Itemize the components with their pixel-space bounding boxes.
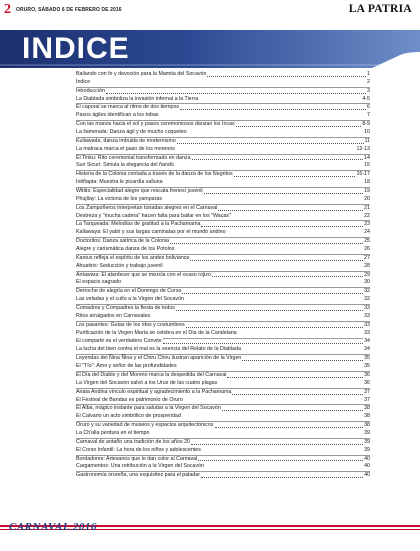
toc-entry-title: La Tarqueada: Melodías de gratitud a la Pachamama: [76, 221, 201, 228]
toc-entry-page: 23: [364, 221, 370, 228]
dot-leader: [192, 159, 364, 160]
toc-entry: [76, 447, 370, 456]
toc-entry-title: Leyendas del Ñina Ñina y el Chiru Chiru ilustran aparición de la Virgen: [76, 355, 242, 362]
toc-entry-title: Los pasantes: Guías de los ritos y costumbres: [76, 321, 185, 328]
toc-entry: [76, 372, 370, 380]
dot-leader: [177, 143, 364, 144]
toc-entry-title: La Ch'alla perdura en el tiempo: [76, 429, 150, 436]
toc-entry-page: 12-13: [356, 145, 370, 152]
toc-entry-title: Con las manos hacia el sol y pasos ceremoniosos danzan los Incas: [76, 121, 235, 128]
toc-entry-title: Suri Sicuri: Simula la elegancia del ñandú: [76, 162, 174, 169]
toc-entry-page: 3: [367, 87, 370, 94]
dot-leader: [215, 427, 364, 428]
dot-leader: [236, 126, 362, 127]
toc-entry-page: 25: [364, 238, 370, 245]
dot-leader: [182, 293, 363, 294]
toc-entry: [76, 205, 370, 213]
toc-entry: [76, 313, 370, 322]
toc-entry-page: 11: [364, 137, 370, 144]
toc-entry-page: 37: [364, 388, 370, 395]
toc-entry-title: Intiñapta: Muestra le picardía valluna: [76, 179, 163, 186]
dot-leader: [222, 410, 363, 411]
footer-title: CARNAVAL 2016: [9, 521, 97, 533]
toc-entry: [76, 288, 370, 296]
toc-entry-title: Ahuatiris: Seducción y trabajo juvenil: [76, 262, 163, 269]
toc-entry-title: Bordadores: Artesanos que le dan color al Carnaval: [76, 455, 198, 462]
toc-entry-page: 35: [364, 363, 370, 370]
toc-entry-title: La matraca marca el paso de los morenos: [76, 145, 175, 152]
toc-entry-title: El "Tío": Amo y señor de las profundidades: [76, 363, 177, 370]
toc-entry-title: Derroche de alegría en el Domingo de Corso: [76, 288, 182, 295]
toc-entry-page: 14: [364, 154, 370, 161]
toc-entry-title: Kullawada, danza imbuida de modernismo: [76, 137, 176, 144]
toc-entry: [76, 472, 370, 480]
toc-entry-title: Comadres y Compadres la fiesta de todos: [76, 305, 175, 312]
toc-entry-page: 39: [364, 429, 370, 436]
index-title: INDICE: [22, 32, 130, 65]
toc-entry: [76, 155, 370, 163]
toc-entry-page: 38: [364, 405, 370, 412]
toc-entry: [76, 171, 370, 179]
dot-leader: [170, 243, 363, 244]
toc-entry-page: 8-9: [362, 121, 370, 128]
toc-entry-title: Gastronomía orureña, una exquisitez para el paladar: [76, 472, 200, 479]
toc-entry-page: 37: [364, 396, 370, 403]
toc-entry-page: 32: [364, 296, 370, 303]
toc-entry: [76, 397, 370, 406]
toc-entry: [76, 456, 370, 464]
toc-entry-page: 18: [364, 179, 370, 186]
toc-entry-page: 26: [364, 246, 370, 253]
toc-entry-page: 16-17: [356, 171, 370, 178]
toc-entry-page: 33: [364, 329, 370, 336]
toc-entry: [76, 162, 370, 171]
toc-entry: [76, 238, 370, 246]
toc-entry-title: Destreza y "mucha cadera" hacen falta para bailar en los "Wacas": [76, 212, 231, 219]
toc-entry-title: El Día del Diablo y del Moreno marca la despedida del Carnaval: [76, 371, 227, 378]
toc-entry-title: Pasos ágiles identifican a los tobas: [76, 112, 159, 119]
dot-leader: [232, 394, 363, 395]
toc-entry-title: El Calvario un acto simbólico de prosperidad: [76, 413, 181, 420]
toc-entry: [76, 279, 370, 288]
toc-entry-title: El Alba, mágico instante para saludar a la Virgen del Socavón: [76, 405, 221, 412]
toc-entry: [76, 263, 370, 272]
dot-leader: [234, 176, 356, 177]
toc-entry-title: Bailando con fe y devoción para la Mamita del Socavón: [76, 70, 207, 77]
toc-entry: [76, 430, 370, 439]
page-header: [0, 0, 420, 22]
toc-entry-page: 20: [364, 195, 370, 202]
dot-leader: [198, 460, 363, 461]
toc-entry-title: La Diablada simboliza la invasión infernal a la Tierra: [76, 95, 199, 102]
publication-date: ORURO, SÁBADO 6 DE FEBRERO DE 2016: [16, 7, 122, 13]
toc-entry-page: 30: [364, 279, 370, 286]
toc-entry-title: Purificación de la Virgen María se celebra en el Día de la Candelaria: [76, 329, 237, 336]
toc-entry-page: 19: [364, 188, 370, 195]
toc-entry: [76, 422, 370, 430]
toc-entry-title: Los Zampoñeros interpretan tonadas alegres en el Carnaval: [76, 204, 218, 211]
toc-entry-title: El Tinku: Rito ceremonial transformado en danza: [76, 154, 191, 161]
toc-entry-page: 33: [364, 321, 370, 328]
toc-entry-page: 34: [364, 346, 370, 353]
toc-entry: [76, 196, 370, 205]
toc-entry: [76, 405, 370, 413]
toc-entry-title: Doctoritos: Danza satírica de la Colonia: [76, 238, 170, 245]
dot-leader: [242, 360, 363, 361]
toc-entry-title: Oruro y su variedad de museos y espacios arquitectónicos: [76, 422, 214, 429]
toc-entry-page: 24: [364, 229, 370, 236]
toc-entry-page: 21: [364, 204, 370, 211]
toc-entry-title: Ritos arraigados en Carnavales: [76, 312, 151, 319]
dot-leader: [201, 226, 363, 227]
toc-entry-page: 40: [364, 463, 370, 470]
toc-entry: [76, 79, 370, 88]
toc-entry-page: 33: [364, 305, 370, 312]
toc-entry-page: 4-5: [362, 95, 370, 102]
toc-entry: [76, 96, 370, 105]
toc-entry: [76, 129, 370, 138]
toc-entry-title: Kantus refleja el espíritu de los andes bolivianos: [76, 254, 190, 261]
dot-leader: [218, 210, 363, 211]
toc-entry-page: 36: [364, 371, 370, 378]
toc-entry-title: Las veladas y el culto a la Virgen del Socavón: [76, 296, 184, 303]
toc-entry-page: 33: [364, 312, 370, 319]
toc-entry: [76, 229, 370, 238]
toc-entry-page: 27: [364, 254, 370, 261]
dot-leader: [212, 276, 363, 277]
dot-leader: [176, 310, 363, 311]
toc-entry: [76, 439, 370, 447]
toc-entry-title: Anata Andina vínculo espiritual y agradecimiento a la Pachamama: [76, 388, 232, 395]
toc-entry: [76, 221, 370, 229]
toc-entry: [76, 272, 370, 280]
dot-leader: [163, 343, 363, 344]
page-number: 2: [4, 2, 11, 17]
toc-entry-page: 38: [364, 413, 370, 420]
toc-entry: [76, 355, 370, 363]
toc-entry: [76, 188, 370, 196]
toc-entry-title: La lucha del bien contra el mal es la esencia del Relato de la Diablada: [76, 346, 241, 353]
toc-entry: [76, 88, 370, 96]
toc-entry: [76, 71, 370, 79]
toc-entry-page: 36: [364, 379, 370, 386]
toc-entry-page: 1: [367, 70, 370, 77]
toc-entry-page: 15: [364, 162, 370, 169]
toc-entry-page: 39: [364, 438, 370, 445]
toc-entry-title: Índice: [76, 78, 91, 85]
toc-entry-title: Alegre y carismática danza de los Potolos: [76, 246, 175, 253]
toc-entry: [76, 146, 370, 155]
toc-entry: [76, 380, 370, 389]
dot-leader: [186, 327, 363, 328]
toc-entry-title: La Virgen del Socavón salvó a los Urus de las cuatro plagas: [76, 379, 218, 386]
toc-entry: [76, 463, 370, 472]
toc-entry: [76, 346, 370, 355]
toc-entry: [76, 305, 370, 313]
toc-entry-title: Antawara: El atardecer que se mezcla con el ocaso rojizo: [76, 271, 211, 278]
toc-entry-page: 6: [367, 104, 370, 111]
toc-entry-page: 34: [364, 338, 370, 345]
toc-entry-title: Phujllay: La victoria de los yamparas: [76, 195, 162, 202]
toc-entry-page: 2: [367, 78, 370, 85]
dot-leader: [204, 193, 363, 194]
toc-entry: [76, 179, 370, 188]
toc-entry: [76, 112, 370, 121]
toc-entry-title: Carnaval de antaño una tradición de los años 20: [76, 438, 190, 445]
toc-entry: [76, 121, 370, 129]
toc-entry-title: Historia de la Colonia contada a través de la danza de los Negritos: [76, 171, 233, 178]
dot-leader: [190, 260, 363, 261]
table-of-contents: [76, 71, 370, 480]
toc-entry-title: El compartir es el verdadero Convite: [76, 338, 162, 345]
toc-entry-title: Kallawaya: El yatiri y sus largas caminatas por el mundo andino: [76, 229, 226, 236]
toc-entry: [76, 389, 370, 397]
toc-entry-page: 10: [364, 129, 370, 135]
toc-entry-title: El Festival de Bandas es patrimonio de Oruro: [76, 396, 183, 403]
toc-entry-page: 29: [364, 271, 370, 278]
toc-entry-page: 7: [367, 112, 370, 119]
toc-entry-title: Introducción: [76, 87, 105, 94]
toc-entry-title: La llamerada: Danza ágil y de mucho coqueteo: [76, 129, 187, 135]
toc-entry: [76, 255, 370, 263]
toc-entry-title: El Corso Infantil: La hora de los niños y adolescentes: [76, 446, 201, 453]
toc-entry-page: 22: [364, 212, 370, 219]
toc-entry: [76, 413, 370, 422]
toc-entry-page: 35: [364, 355, 370, 362]
toc-entry-page: 40: [364, 455, 370, 462]
toc-entry: [76, 330, 370, 339]
toc-entry-title: El caporal se marca al ritmo de dos tiempos: [76, 104, 180, 111]
dot-leader: [191, 444, 363, 445]
toc-entry: [76, 246, 370, 255]
dot-leader: [207, 76, 366, 77]
dot-leader: [180, 109, 366, 110]
toc-entry-title: El espacio sagrado: [76, 279, 122, 286]
toc-entry: [76, 322, 370, 330]
toc-entry: [76, 363, 370, 372]
toc-entry-page: 28: [364, 262, 370, 269]
dot-leader: [227, 377, 363, 378]
toc-entry: [76, 296, 370, 305]
toc-entry-page: 38: [364, 422, 370, 429]
toc-entry: [76, 213, 370, 222]
toc-entry-page: 40: [364, 472, 370, 479]
dot-leader: [106, 93, 366, 94]
toc-entry: [76, 104, 370, 112]
toc-entry-title: Cargamentos: Una retribución a la Virgen del Socavón: [76, 463, 204, 470]
newspaper-brand: LA PATRIA: [348, 3, 412, 15]
toc-entry-page: 39: [364, 446, 370, 453]
toc-entry-page: 32: [364, 288, 370, 295]
dot-leader: [201, 477, 363, 478]
toc-entry: [76, 339, 370, 347]
toc-entry: [76, 138, 370, 146]
toc-entry-title: Wititis: Especialidad alegre que rescata frenesí juvenil: [76, 188, 203, 195]
